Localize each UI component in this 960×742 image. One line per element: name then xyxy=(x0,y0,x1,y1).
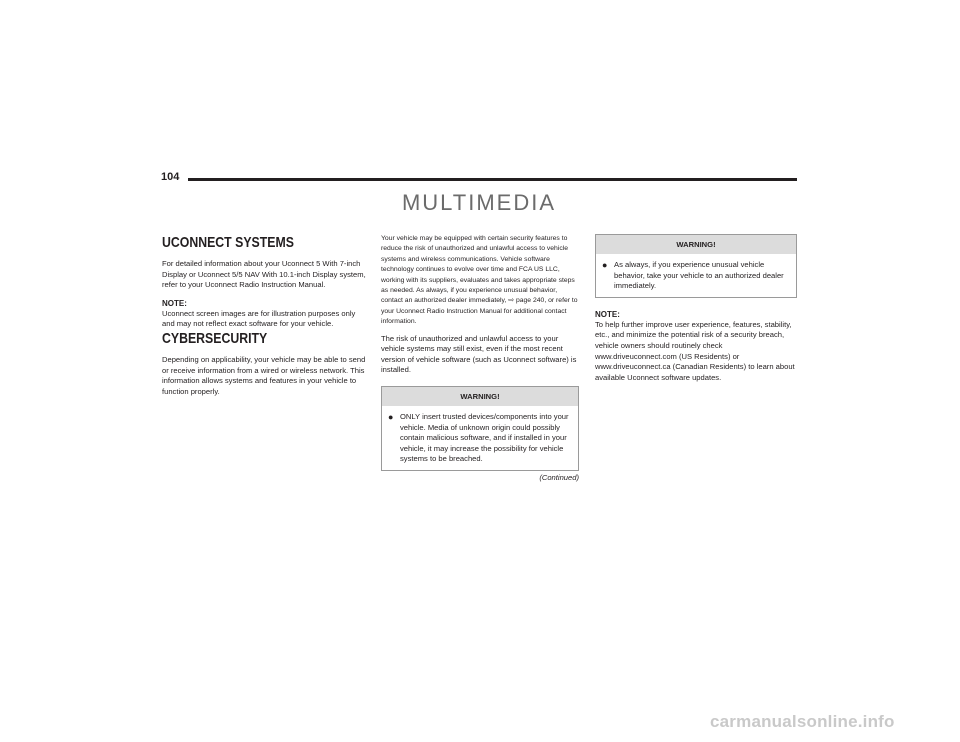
continued-label: (Continued) xyxy=(539,473,579,482)
chapter-title: MULTIMEDIA xyxy=(401,190,557,215)
warning-box-unusual-behavior xyxy=(595,234,797,298)
header-rule xyxy=(188,178,797,181)
security-features-text-b: page 240, or refer to your Uconnect Radio Instruction Manual for additional contact information. xyxy=(381,297,578,326)
note-text: Uconnect screen images are for illustration purposes only and may not reflect exact software for your vehicle. xyxy=(162,308,356,329)
note-text: To help further improve user experience, features, stability, etc., and minimize the potential risk of a security breach, vehicle owners should routinely check www.driveuconnect.com (US Residents) or www.driveuconnect.ca (Canadian Residents) to learn about available Uconnect software updates. xyxy=(595,319,795,382)
warning-text: ONLY insert trusted devices/components into your vehicle. Media of unknown origin could possibly contain malicious software, and if installed in your vehicle, it may increase the possibility for vehicle systems to be breached. xyxy=(400,412,569,464)
security-features-text-a: Your vehicle may be equipped with certain security features to reduce the risk of unauthorized and unlawful access to vehicle systems and wireless communications. Vehicle software technology continues to evolve over time and FCA US LLC, working with its suppliers, evaluates and takes appropriate steps as needed. As always, if you experience unusual behavior, contact an authorized dealer immediately, xyxy=(381,235,575,305)
cybersecurity-text: Depending on applicability, your vehicle may be able to send or receive information from a wired or wireless network. This information allows systems and features in your vehicle to function properly. xyxy=(162,354,366,396)
column-left xyxy=(162,234,366,397)
warning-title: WARNING! xyxy=(382,387,578,406)
note-label: NOTE: xyxy=(595,309,620,319)
security-features-paragraph xyxy=(381,234,579,328)
warning-body xyxy=(382,406,578,470)
warning-title: WARNING! xyxy=(596,235,796,254)
warning-text: As always, if you experience unusual vehicle behavior, take your vehicle to an authorized dealer immediately. xyxy=(614,260,784,291)
warning-body xyxy=(596,254,796,297)
bullet-icon: ● xyxy=(602,260,608,270)
page-number: 104 xyxy=(161,171,180,183)
bullet-icon: ● xyxy=(388,412,394,423)
uconnect-systems-text: For detailed information about your Uconnect 5 With 7-inch Display or Uconnect 5/5 NAV With 10.1-inch Display system, refer to your Uconnect Radio Instruction Manual. xyxy=(162,259,366,290)
page-reference-arrow-icon: ⇨ xyxy=(508,297,515,305)
risk-paragraph: The risk of unauthorized and unlawful access to your vehicle systems may still exist, even if the most recent version of vehicle software (such as Uconnect software) is installed. xyxy=(381,333,577,375)
uconnect-systems-heading: UCONNECT SYSTEMS xyxy=(162,234,294,251)
warning-box-trusted-devices xyxy=(381,386,579,471)
cybersecurity-heading: CYBERSECURITY xyxy=(162,329,268,347)
column-right xyxy=(595,234,797,383)
column-middle xyxy=(381,234,579,482)
watermark: carmanualsonline.info xyxy=(710,712,895,731)
note-label: NOTE: xyxy=(162,298,187,308)
